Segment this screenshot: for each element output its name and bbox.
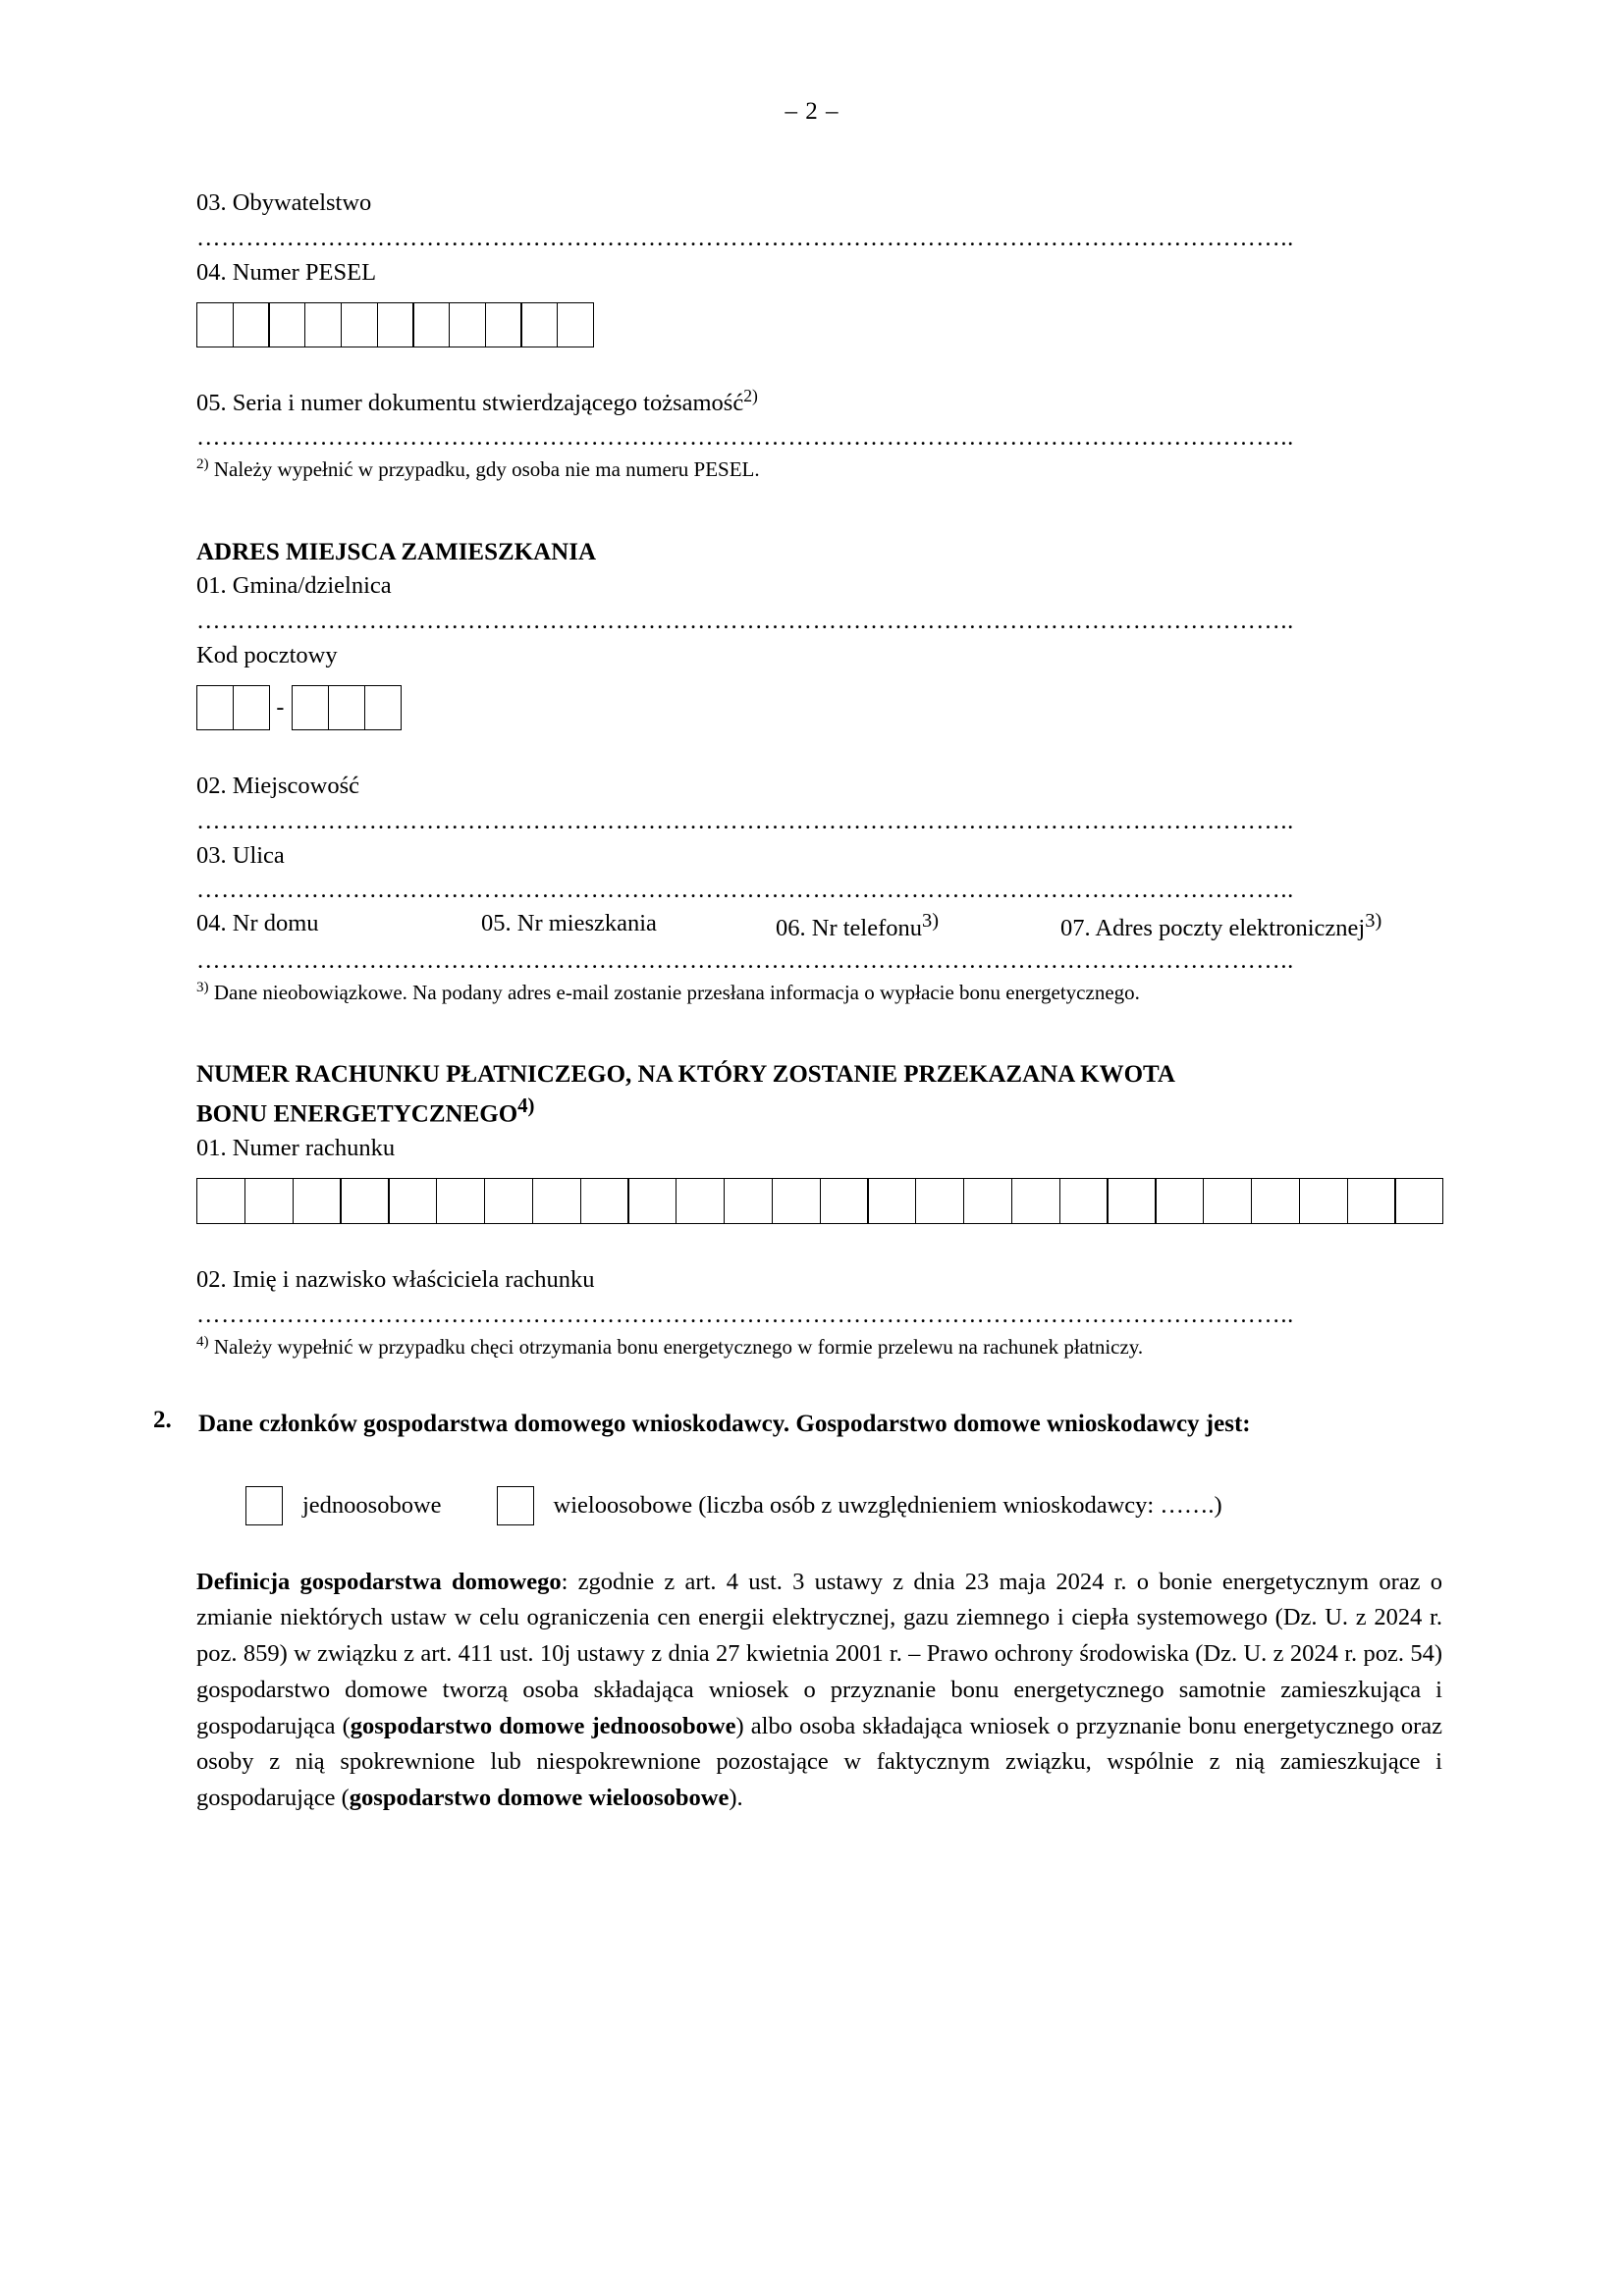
footnote-2 [196, 455, 1442, 484]
field-label-nr-domu: 04. Nr domu [196, 910, 319, 937]
account-cell[interactable] [340, 1178, 389, 1224]
field-label-gmina: 01. Gmina/dzielnica [196, 572, 392, 600]
item-2-text: Dane członków gospodarstwa domowego wnioskodawcy. Gospodarstwo domowe wnioskodawcy jest: [198, 1411, 1251, 1438]
dotted-line-address-columns[interactable]: …………………………………………………………………………………………………………………….. [196, 948, 1294, 974]
account-cell[interactable] [963, 1178, 1012, 1224]
section-title-adres: ADRES MIEJSCA ZAMIESZKANIA [196, 538, 597, 565]
field-label-obywatelstwo: 03. Obywatelstwo [196, 189, 372, 216]
footnote-ref-3b: 3) [1365, 910, 1382, 933]
account-cell[interactable] [388, 1178, 437, 1224]
footnote-4-marker: 4) [196, 1333, 209, 1350]
field-label-nr-telefonu-text: 06. Nr telefonu [776, 915, 922, 942]
pesel-cell[interactable] [412, 302, 450, 347]
zip-cell[interactable] [328, 685, 365, 730]
footnote-4-text: Należy wypełnić w przypadku chęci otrzymania bonu energetycznego w formie przelewu na rachunek płatniczy. [213, 1334, 1144, 1359]
account-cell[interactable] [1059, 1178, 1109, 1224]
zip-cell[interactable] [292, 685, 329, 730]
pesel-cell[interactable] [341, 302, 378, 347]
footnote-4 [196, 1333, 1442, 1362]
footnote-3 [196, 979, 1442, 1007]
definition-bold-2: gospodarstwo domowe wieloosobowe [349, 1785, 730, 1812]
zip-separator: - [276, 694, 285, 721]
account-cell[interactable] [772, 1178, 821, 1224]
account-cell[interactable] [627, 1178, 677, 1224]
section-title-rachunek-line2: BONU ENERGETYCZNEGO [196, 1100, 518, 1128]
field-label-dokument [196, 387, 1442, 421]
pesel-cell[interactable] [268, 302, 305, 347]
dotted-line-obywatelstwo[interactable]: …………………………………………………………………………………………………………………….. [196, 226, 1294, 251]
address-columns-row [196, 910, 1442, 942]
dotted-line-ulica[interactable]: …………………………………………………………………………………………………………………….. [196, 879, 1294, 904]
field-label-pesel: 04. Numer PESEL [196, 258, 377, 286]
field-label-nr-telefonu [776, 910, 1060, 942]
pesel-cell[interactable] [485, 302, 522, 347]
zip-cell[interactable] [233, 685, 270, 730]
account-cell[interactable] [820, 1178, 869, 1224]
account-cell[interactable] [436, 1178, 485, 1224]
definition-lead: Definicja gospodarstwa domowego [196, 1568, 562, 1595]
account-cell[interactable] [1347, 1178, 1396, 1224]
zip-cell[interactable] [364, 685, 402, 730]
checkbox-wieloosobowe[interactable] [497, 1486, 534, 1525]
footnote-ref-2: 2) [743, 385, 758, 405]
household-checkbox-row [196, 1486, 1442, 1525]
field-label-nr-mieszkania: 05. Nr mieszkania [481, 910, 657, 937]
account-cell[interactable] [1251, 1178, 1300, 1224]
footnote-ref-4: 4) [517, 1094, 535, 1118]
pesel-cell[interactable] [557, 302, 594, 347]
definition-text-3: ). [729, 1785, 743, 1812]
field-label-ulica: 03. Ulica [196, 841, 285, 869]
item-2-number: 2. [153, 1407, 172, 1434]
zip-cell[interactable] [196, 685, 234, 730]
dotted-line-gmina[interactable]: …………………………………………………………………………………………………………………….. [196, 610, 1294, 635]
dotted-line-miejscowosc[interactable]: …………………………………………………………………………………………………………………….. [196, 809, 1294, 834]
account-cell[interactable] [1203, 1178, 1252, 1224]
pesel-cell[interactable] [304, 302, 342, 347]
pesel-cell[interactable] [377, 302, 414, 347]
account-cell[interactable] [196, 1178, 245, 1224]
pesel-boxes[interactable] [196, 302, 1442, 347]
account-cell[interactable] [1011, 1178, 1060, 1224]
dotted-line-dokument[interactable]: …………………………………………………………………………………………………………………….. [196, 426, 1294, 452]
definition-bold-1: gospodarstwo domowe jednoosobowe [350, 1712, 736, 1739]
field-label-dokument-text: 05. Seria i numer dokumentu stwierdzającego tożsamość [196, 389, 744, 416]
field-label-wlasciciel-rachunku: 02. Imię i nazwisko właściciela rachunku [196, 1266, 595, 1294]
account-cell[interactable] [293, 1178, 342, 1224]
account-cell[interactable] [532, 1178, 581, 1224]
account-cell[interactable] [1155, 1178, 1204, 1224]
footnote-3-text: Dane nieobowiązkowe. Na podany adres e-mail zostanie przesłana informacja o wypłacie bonu energetycznego. [213, 980, 1140, 1004]
household-options [147, 1486, 1477, 1817]
account-number-boxes[interactable] [196, 1178, 1442, 1224]
section-title-rachunek [196, 1058, 1442, 1132]
definition-text-1: : zgodnie z art. 4 ust. 3 ustawy z dnia 23 maja 2024 r. o bonie energetycznym oraz o zmianie niektórych ustaw w celu ograniczenia cen energii elektrycznej, gazu ziemnego i ciepła systemowego (Dz. U. z 2024 r. poz. 859) w związku z art. 411 ust. 10j ustawy z dnia 27 kwietnia 2001 r. – Prawo ochrony środowiska (Dz. U. z 2024 r. poz. 54) gospodarstwo domowe tworzą osoba składająca wniosek o przyznanie bonu energetycznego samotnie zamieszkująca i gospodarująca ( [196, 1568, 1442, 1739]
item-2-household [147, 1407, 1477, 1443]
account-cell[interactable] [676, 1178, 725, 1224]
footnote-2-text: Należy wypełnić w przypadku, gdy osoba nie ma numeru PESEL. [213, 457, 760, 482]
account-cell[interactable] [915, 1178, 964, 1224]
form-content [147, 187, 1477, 1362]
account-cell[interactable] [580, 1178, 629, 1224]
pesel-cell[interactable] [196, 302, 234, 347]
account-cell[interactable] [484, 1178, 533, 1224]
footnote-ref-3a: 3) [922, 910, 939, 933]
pesel-cell[interactable] [233, 302, 270, 347]
account-cell[interactable] [1107, 1178, 1156, 1224]
household-definition [196, 1565, 1442, 1817]
field-label-miejscowosc: 02. Miejscowość [196, 772, 360, 799]
checkbox-jednoosobowe[interactable] [245, 1486, 283, 1525]
checkbox-label-wieloosobowe: wieloosobowe (liczba osób z uwzględnieniem wnioskodawcy: …….) [553, 1491, 1222, 1519]
dotted-line-wlasciciel-rachunku[interactable]: …………………………………………………………………………………………………………………….. [196, 1303, 1294, 1328]
field-label-numer-rachunku: 01. Numer rachunku [196, 1135, 396, 1162]
account-cell[interactable] [867, 1178, 916, 1224]
page-number: – 2 – [785, 98, 839, 125]
field-label-email [1060, 910, 1442, 942]
account-cell[interactable] [244, 1178, 294, 1224]
pesel-cell[interactable] [449, 302, 486, 347]
pesel-cell[interactable] [520, 302, 558, 347]
field-label-kod-pocztowy: Kod pocztowy [196, 642, 338, 669]
section-title-rachunek-line1: NUMER RACHUNKU PŁATNICZEGO, NA KTÓRY ZOSTANIE PRZEKAZANA KWOTA [196, 1060, 1175, 1088]
account-cell[interactable] [1299, 1178, 1348, 1224]
account-cell[interactable] [724, 1178, 773, 1224]
zip-boxes[interactable] [196, 685, 1442, 730]
footnote-3-marker: 3) [196, 979, 209, 995]
field-label-email-text: 07. Adres poczty elektronicznej [1060, 915, 1366, 942]
footnote-2-marker: 2) [196, 456, 209, 473]
checkbox-label-jednoosobowe: jednoosobowe [302, 1491, 442, 1519]
definition-text-2: ) albo osoba składająca wniosek o przyznanie bonu energetycznego oraz osoby z nią spokrewnione lub niespokrewnione pozostające w faktycznym związku, wspólnie z nią zamieszkujące i gospodarujące ( [196, 1712, 1442, 1812]
account-cell[interactable] [1394, 1178, 1443, 1224]
